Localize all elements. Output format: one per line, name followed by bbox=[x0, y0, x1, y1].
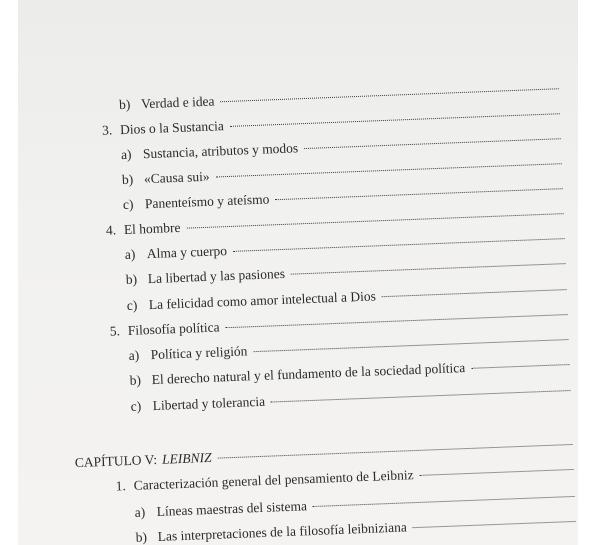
entry-number: 5. bbox=[109, 323, 121, 339]
entry-title: Libertad y tolerancia bbox=[152, 393, 266, 414]
dot-leader bbox=[382, 289, 567, 297]
entry-number: b) bbox=[118, 96, 131, 113]
dot-leader bbox=[218, 444, 573, 459]
book-page bbox=[18, 0, 578, 545]
dot-leader bbox=[271, 390, 570, 402]
entry-title: «Causa sui» bbox=[143, 168, 210, 187]
dot-leader bbox=[186, 213, 563, 228]
entry-number: 4. bbox=[105, 222, 117, 238]
dot-leader bbox=[420, 469, 574, 476]
entry-number: c) bbox=[122, 196, 134, 213]
entry-title: Panenteísmo y ateísmo bbox=[144, 191, 270, 212]
entry-title: Política y religión bbox=[150, 343, 248, 363]
entry-title: El derecho natural y el fundamento de la sociedad política bbox=[151, 360, 466, 388]
dot-leader bbox=[233, 238, 565, 252]
entry-title: La felicidad como amor intelectual a Dios bbox=[148, 288, 377, 313]
entry-title: Alma y cuerpo bbox=[146, 243, 228, 262]
dot-leader bbox=[291, 263, 566, 275]
entry-number: a) bbox=[128, 347, 140, 363]
entry-title: Sustancia, atributos y modos bbox=[142, 140, 299, 162]
entry-title: La libertad y las pasiones bbox=[147, 265, 286, 287]
entry-number: 3. bbox=[101, 122, 113, 138]
entry-number: b) bbox=[129, 372, 142, 388]
entry-number: b) bbox=[121, 171, 134, 188]
entry-title: Las interpretaciones de la filosofía leibniziana bbox=[157, 519, 408, 544]
dot-leader bbox=[275, 188, 562, 200]
dot-leader bbox=[471, 364, 569, 369]
dot-leader bbox=[226, 314, 568, 328]
entry-title: Dios o la Sustancia bbox=[119, 118, 225, 138]
dot-leader bbox=[221, 88, 559, 102]
entry-number: a) bbox=[124, 246, 136, 263]
entry-number: b) bbox=[125, 271, 138, 288]
table-of-contents bbox=[18, 57, 578, 545]
entry-title: Líneas maestras del sistema bbox=[156, 498, 308, 519]
chapter-title: LEIBNIZ bbox=[161, 449, 212, 467]
entry-number: c) bbox=[126, 297, 138, 313]
entry-title: Filosofía política bbox=[127, 319, 220, 338]
entry-number: a) bbox=[120, 146, 132, 163]
entry-title: Verdad e idea bbox=[140, 93, 215, 112]
entry-number: 1. bbox=[115, 478, 127, 494]
dot-leader bbox=[230, 113, 560, 127]
entry-number: a) bbox=[134, 504, 146, 520]
dot-leader bbox=[313, 496, 575, 507]
dot-leader bbox=[253, 339, 568, 352]
entry-number: c) bbox=[130, 398, 142, 414]
entry-number: b) bbox=[135, 529, 148, 545]
chapter-prefix: CAPÍTULO V: bbox=[74, 451, 158, 471]
entry-title: El hombre bbox=[123, 219, 181, 238]
entry-title: Caracterización general del pensamiento de Leibniz bbox=[133, 467, 414, 493]
dot-leader bbox=[216, 163, 562, 177]
dot-leader bbox=[413, 521, 576, 528]
dot-leader bbox=[304, 138, 561, 149]
